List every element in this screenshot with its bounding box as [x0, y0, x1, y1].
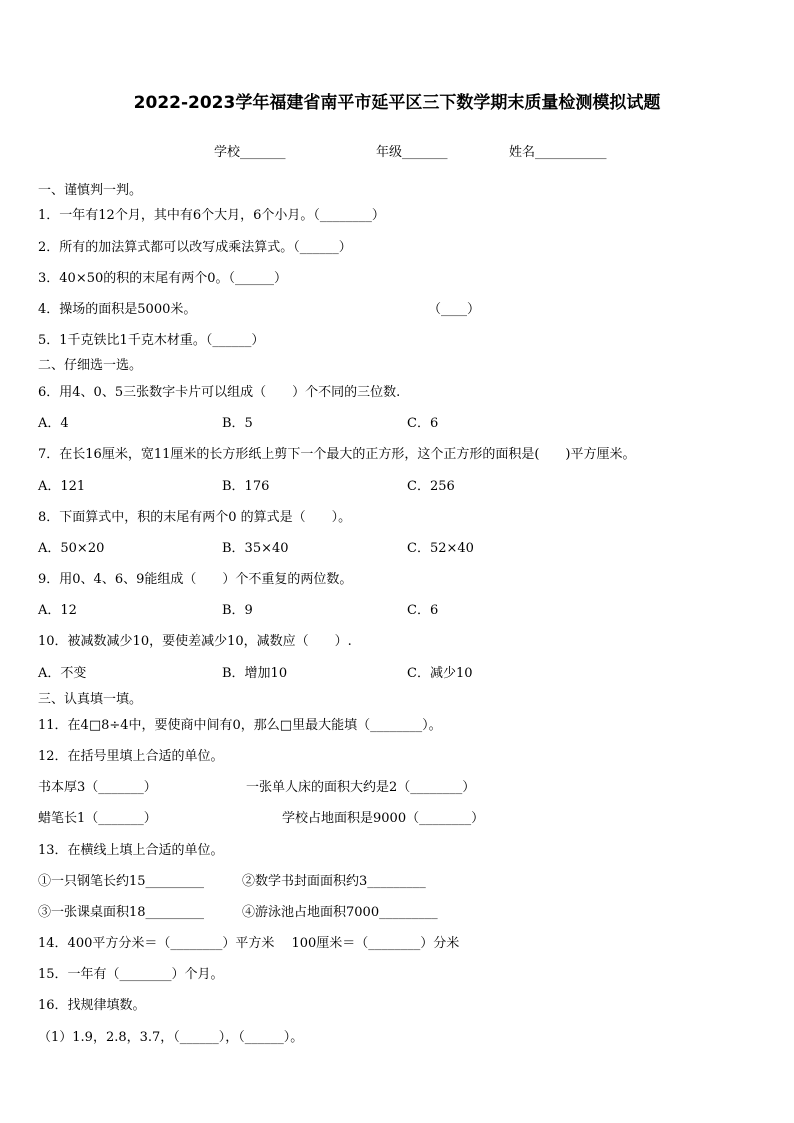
grade-field[interactable]: 年级_______	[376, 145, 448, 160]
question-9-option-b[interactable]: B．9	[222, 603, 253, 618]
question-8-option-c[interactable]: C．52×40	[407, 541, 474, 556]
question-10: 10．被减数减少10，要使差减少10，减数应（ ）.	[38, 634, 352, 649]
section-heading-judge: 一、谨慎判一判。	[38, 183, 143, 198]
question-6: 6．用4、0、5三张数字卡片可以组成（ ）个不同的三位数.	[38, 385, 401, 400]
question-12-item-b[interactable]: 一张单人床的面积大约是2（________）	[246, 780, 476, 795]
question-7-option-c[interactable]: C．256	[407, 479, 455, 494]
question-11: 11．在4□8÷4中，要使商中间有0，那么□里最大能填（________）。	[38, 718, 442, 733]
question-7: 7．在长16厘米，宽11厘米的长方形纸上剪下一个最大的正方形，这个正方形的面积是( )平方厘米。	[38, 447, 636, 462]
question-7-option-b[interactable]: B．176	[222, 479, 270, 494]
question-8-option-b[interactable]: B．35×40	[222, 541, 289, 556]
name-field[interactable]: 姓名___________	[509, 145, 607, 160]
question-7-option-a[interactable]: A．121	[38, 479, 86, 494]
question-10-option-a[interactable]: A．不变	[38, 666, 87, 681]
question-16: 16．找规律填数。	[38, 998, 146, 1013]
question-4-answer-blank[interactable]: （____）	[428, 302, 481, 317]
question-12-item-a[interactable]: 书本厚3（_______）	[38, 780, 157, 795]
question-12-item-c[interactable]: 蜡笔长1（_______）	[38, 811, 157, 826]
question-8-option-a[interactable]: A．50×20	[38, 541, 105, 556]
question-10-option-c[interactable]: C．减少10	[407, 666, 473, 681]
question-5: 5．1千克铁比1千克木材重。（______）	[38, 333, 265, 348]
question-4: 4．操场的面积是5000米。	[38, 302, 197, 317]
page-title: 2022-2023学年福建省南平市延平区三下数学期末质量检测模拟试题	[133, 93, 661, 113]
question-6-option-c[interactable]: C．6	[407, 416, 439, 431]
question-12: 12．在括号里填上合适的单位。	[38, 749, 224, 764]
question-9-option-a[interactable]: A．12	[38, 603, 77, 618]
question-3: 3．40×50的积的末尾有两个0。（______）	[38, 271, 288, 286]
section-heading-choose: 二、仔细选一选。	[38, 358, 143, 373]
question-14: 14．400平方分米＝（________）平方米 100厘米＝（________）分米	[38, 936, 460, 951]
question-13-item-d[interactable]: ④游泳池占地面积7000_________	[242, 905, 438, 920]
question-6-option-b[interactable]: B．5	[222, 416, 253, 431]
school-field[interactable]: 学校_______	[214, 145, 286, 160]
question-9: 9．用0、4、6、9能组成（ ）个不重复的两位数。	[38, 572, 353, 587]
question-16-part-1: （1）1.9，2.8，3.7，（______），（______）。	[38, 1030, 304, 1045]
question-13-item-b[interactable]: ②数学书封面面积约3_________	[242, 874, 426, 889]
question-10-option-b[interactable]: B．增加10	[222, 666, 288, 681]
question-1: 1．一年有12个月，其中有6个大月，6个小月。（________）	[38, 208, 385, 223]
question-13: 13．在横线上填上合适的单位。	[38, 843, 224, 858]
question-13-item-a[interactable]: ①一只钢笔长约15_________	[38, 874, 205, 889]
question-12-item-d[interactable]: 学校占地面积是9000（________）	[282, 811, 485, 826]
question-8: 8．下面算式中，积的末尾有两个0 的算式是（ ）。	[38, 510, 352, 525]
question-13-item-c[interactable]: ③一张课桌面积18_________	[38, 905, 205, 920]
section-heading-fill: 三、认真填一填。	[38, 692, 143, 707]
question-15: 15．一年有（________）个月。	[38, 967, 224, 982]
question-9-option-c[interactable]: C．6	[407, 603, 439, 618]
question-6-option-a[interactable]: A．4	[38, 416, 69, 431]
question-2: 2．所有的加法算式都可以改写成乘法算式。（______）	[38, 240, 352, 255]
